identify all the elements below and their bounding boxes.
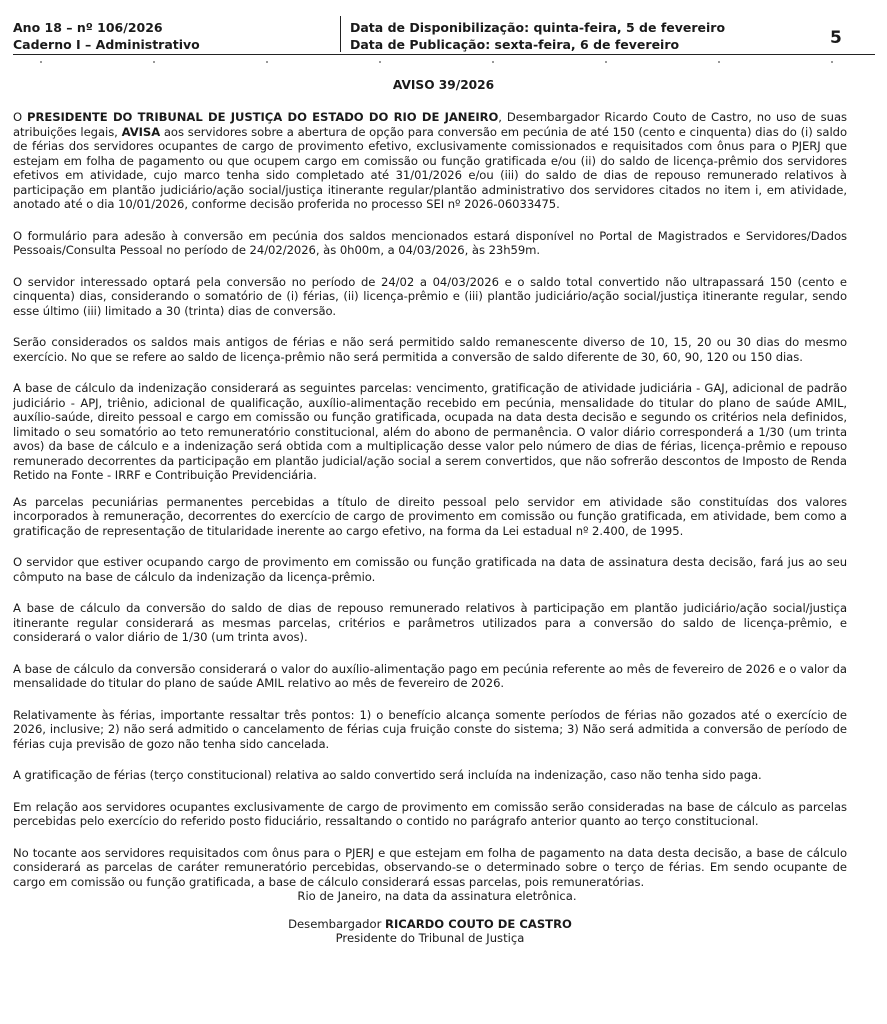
edition-number: Ano 18 – nº 106/2026 xyxy=(13,20,163,35)
paragraph-11: A gratificação de férias (terço constitucional) relativa ao saldo convertido será incluída na indenização, caso não tenha sido paga. xyxy=(13,768,762,782)
president-title: PRESIDENTE DO TRIBUNAL DE JUSTIÇA DO ESTADO DO RIO DE JANEIRO xyxy=(27,110,499,124)
header-right xyxy=(350,19,725,53)
page-header xyxy=(0,0,887,58)
paragraph-3: O servidor interessado optará pela conversão no período de 24/02 a 04/03/2026 e o saldo total convertido não ultrapassará 150 (cento e cinquenta) dias, considerando o somatório de (i) férias, (ii) licença-prêmio e (iii) plantão judiciário/ação social/justiça itinerante regular, sendo esse último (iii) limitado a 30 (trinta) dias de conversão. xyxy=(13,274,847,318)
header-left xyxy=(13,19,200,53)
avisa-keyword: AVISA xyxy=(121,124,161,139)
paragraph-4: Serão considerados os saldos mais antigos de férias e não será permitido saldo remanescente diverso de 10, 15, 20 ou 30 dias do mesmo exercício. No que se refere ao saldo de licença-prêmio não será permitida a conversão de saldo diferente de 30, 60, 90, 120 ou 150 dias. xyxy=(13,335,847,364)
header-divider xyxy=(340,16,341,52)
paragraph-5: A base de cálculo da indenização considerará as seguintes parcelas: vencimento, gratificação de atividade judiciária - GAJ, adicional de padrão judiciário - APJ, triênio, adicional de qualificação, auxílio-alimentação recebido em pecúnia, mensalidade do titular do plano de saúde AMIL, auxílio-saúde, direito pessoal e cargo em comissão ou função gratificada, ocupada na data desta decisão e segundo os critérios nela definidos, limitado o seu somatório ao teto remuneratório constitucional, além do abono de permanência. O valor diário corresponderá a 1/30 (um trinta avos) da base de cálculo e a indenização será obtida com a multiplicação desse valor pelo número de dias de férias, licença-prêmio e repouso remunerado decorrentes da participação em plantão judicial/ação social a serem convertidos, que não sofrerão descontos de Imposto de Renda Retido na Fonte - IRRF e Contribuição Previdenciária. xyxy=(13,381,847,482)
signatory-name: RICARDO COUTO DE CASTRO xyxy=(385,916,572,931)
header-rule xyxy=(13,54,875,55)
paragraph-12: Em relação aos servidores ocupantes exclusivamente de cargo de provimento em comissão serão consideradas na base de cálculo as parcelas percebidas pelo exercício do referido posto fiduciário, ressaltando o contido no parágrafo anterior quanto ao terço constitucional. xyxy=(13,799,847,828)
place-date: Rio de Janeiro, na data da assinatura eletrônica. xyxy=(297,889,577,903)
paragraph-13: No tocante aos servidores requisitados com ônus para o PJERJ e que estejam em folha de pagamento na data desta decisão, a base de cálculo considerará as parcelas de caráter remuneratório percebidas, observando-se o determinado sobre o terço de férias. Em sendo ocupante de cargo em comissão ou função gratificada, a base de cálculo considerará essas parcelas, pois remuneratórias. xyxy=(13,845,847,889)
section-name: Caderno I – Administrativo xyxy=(13,37,200,52)
signatory-role: Presidente do Tribunal de Justiça xyxy=(335,931,525,945)
paragraph-8: A base de cálculo da conversão do saldo de dias de repouso remunerado relativos à participação em plantão judiciário/ação social/justiça itinerante regular considerará as mesmas parcelas, critérios e parâmetros utilizados para a conversão do saldo de licença-prêmio, e considerará o valor diário de 1/30 (um trinta avos). xyxy=(13,601,847,644)
paragraph-1 xyxy=(13,110,847,212)
signatory-prefix: Desembargador xyxy=(288,916,386,931)
notice-body xyxy=(13,110,847,946)
signatory-line xyxy=(13,917,847,932)
paragraph-2: O formulário para adesão à conversão em pecúnia dos saldos mencionados estará disponível no Portal de Magistrados e Servidores/Dados Pessoais/Consulta Pessoal no período de 24/02/2026, às 0h00m, a 04/03/2026, às 23h59m. xyxy=(13,228,847,257)
notice-title: AVISO 39/2026 xyxy=(392,78,495,92)
paragraph-9: A base de cálculo da conversão considerará o valor do auxílio-alimentação pago em pecúnia referente ao mês de fevereiro de 2026 e o valor da mensalidade do titular do plano de saúde AMIL relativo ao mês de fevereiro de 2026. xyxy=(13,661,847,690)
page-number: 5 xyxy=(830,28,842,48)
paragraph-10: Relativamente às férias, importante ressaltar três pontos: 1) o benefício alcança somente períodos de férias não gozados até o exercício de 2026, inclusive; 2) não será admitido o cancelamento de férias cuja fruição conste do sistema; 3) Não será admitida a conversão de período de férias cuja previsão de gozo não tenha sido cancelada. xyxy=(13,707,847,751)
availability-date: Data de Disponibilização: quinta-feira, 5 de fevereiro xyxy=(350,20,726,35)
publication-date: Data de Publicação: sexta-feira, 6 de fevereiro xyxy=(350,37,680,52)
p1-text-e: aos servidores sobre a abertura de opção para conversão em pecúnia de até 150 (cento e cinquenta) dias do (i) saldo de férias dos servidores ocupantes de cargo de provimento efetivo, exclusivamente comissionados e requisitados com ônus para o PJERJ que estejam em folha de pagamento ou que ocupem cargo em comissão ou função gratificada e/ou (ii) do saldo de licença-prêmio dos servidores efetivos em atividade, cujo marco tenha sido completado até 31/01/2026 e/ou (iii) do saldo de dias de repouso remunerado relativos à participação em plantão judiciário/ação social/justiça itinerante regular/plantão administrativo dos servidores citados no item i, em atividade, anotado até o dia 10/01/2026, conforme decisão proferida no processo SEI nº 2026-06033475. xyxy=(13,124,848,211)
p1-text-a: O xyxy=(13,110,28,124)
decorative-dotted-line xyxy=(40,61,850,63)
p1-text-c: , Desembargador Ricardo Couto de Castro, no uso de suas atribuições legais, xyxy=(13,110,847,139)
paragraph-7: O servidor que estiver ocupando cargo de provimento em comissão ou função gratificada na data de assinatura desta decisão, fará jus ao seu cômputo na base de cálculo da indenização da licença-prêmio. xyxy=(13,555,847,584)
signature-block xyxy=(13,917,847,946)
paragraph-6: As parcelas pecuniárias permanentes percebidas a título de direito pessoal pelo servidor em atividade são constituídas dos valores incorporados à remuneração, decorrentes do exercício de cargo de provimento em comissão ou função gratificada, em atividade, bem como a gratificação de representação de titularidade inerente ao cargo efetivo, na forma da Lei estadual nº 2.400, de 1995. xyxy=(13,494,847,538)
